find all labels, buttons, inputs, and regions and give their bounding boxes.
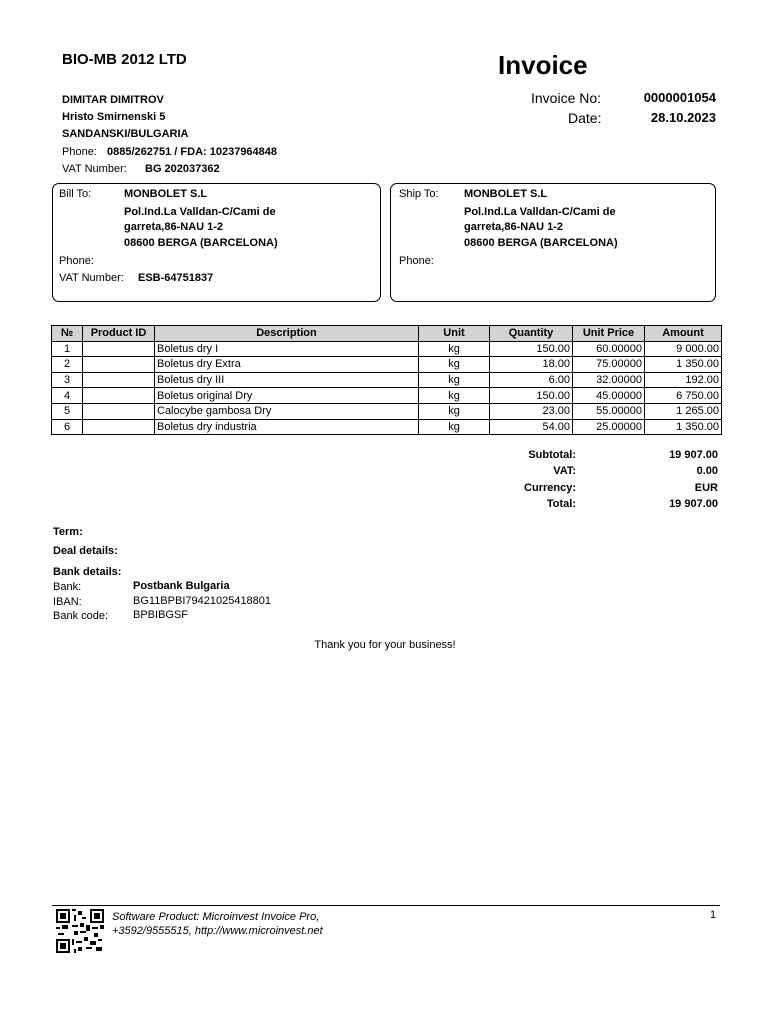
footer-divider <box>52 905 720 906</box>
cell-quantity: 18.00 <box>490 357 573 373</box>
ship-to-address-3: 08600 BERGA (BARCELONA) <box>464 237 618 249</box>
cell-amount: 1 265.00 <box>645 403 722 419</box>
col-header-unit-price: Unit Price <box>573 326 645 342</box>
col-header-quantity: Quantity <box>490 326 573 342</box>
cell-number: 5 <box>52 403 83 419</box>
cell-description: Calocybe gambosa Dry <box>155 403 419 419</box>
footer-software-line: Software Product: Microinvest Invoice Pro, <box>112 911 320 923</box>
cell-quantity: 150.00 <box>490 341 573 357</box>
seller-phone-label: Phone: <box>62 146 97 158</box>
bank-code-value: BPBIBGSF <box>133 609 189 621</box>
cell-quantity: 150.00 <box>490 388 573 404</box>
cell-unit: kg <box>419 388 490 404</box>
cell-product-id <box>83 388 155 404</box>
cell-number: 6 <box>52 419 83 435</box>
cell-unit: kg <box>419 403 490 419</box>
bank-label: Bank: <box>53 581 82 593</box>
cell-description: Boletus original Dry <box>155 388 419 404</box>
col-header-number: № <box>52 326 83 342</box>
invoice-no-label: Invoice No: <box>531 90 602 106</box>
bill-to-label: Bill To: <box>59 188 92 200</box>
seller-vat-value: BG 202037362 <box>145 163 220 175</box>
cell-product-id <box>83 372 155 388</box>
col-header-amount: Amount <box>645 326 722 342</box>
iban-label: IBAN: <box>53 596 82 608</box>
invoice-title: Invoice <box>498 50 588 80</box>
bill-to-address-2: garreta,86-NAU 1-2 <box>124 221 224 233</box>
cell-unit-price: 55.00000 <box>573 403 645 419</box>
seller-vat-label: VAT Number: <box>62 163 127 175</box>
cell-amount: 1 350.00 <box>645 357 722 373</box>
cell-unit-price: 75.00000 <box>573 357 645 373</box>
page-number: 1 <box>710 909 717 921</box>
cell-number: 4 <box>52 388 83 404</box>
cell-amount: 1 350.00 <box>645 419 722 435</box>
ship-to-address-1: Pol.Ind.La Valldan-C/Cami de <box>464 206 616 218</box>
term-label: Term: <box>53 526 83 538</box>
cell-unit-price: 25.00000 <box>573 419 645 435</box>
bill-to-name: MONBOLET S.L <box>124 188 208 200</box>
ship-to-phone-label: Phone: <box>399 255 434 267</box>
col-header-unit: Unit <box>419 326 490 342</box>
seller-phone-value: 0885/262751 / FDA: 10237964848 <box>107 146 278 158</box>
cell-quantity: 54.00 <box>490 419 573 435</box>
col-header-product-id: Product ID <box>83 326 155 342</box>
ship-to-label: Ship To: <box>399 188 439 200</box>
cell-product-id <box>83 357 155 373</box>
cell-description: Boletus dry I <box>155 341 419 357</box>
seller-name: DIMITAR DIMITROV <box>62 94 164 106</box>
cell-quantity: 6.00 <box>490 372 573 388</box>
cell-amount: 192.00 <box>645 372 722 388</box>
bank-code-label: Bank code: <box>53 610 109 622</box>
col-header-description: Description <box>155 326 419 342</box>
cell-unit: kg <box>419 372 490 388</box>
cell-quantity: 23.00 <box>490 403 573 419</box>
seller-company: BIO-MB 2012 LTD <box>62 51 187 68</box>
total-label: Total: <box>546 498 576 510</box>
cell-description: Boletus dry III <box>155 372 419 388</box>
cell-unit: kg <box>419 419 490 435</box>
bill-to-address-1: Pol.Ind.La Valldan-C/Cami de <box>124 206 276 218</box>
subtotal-label: Subtotal: <box>528 449 576 461</box>
bill-to-address-3: 08600 BERGA (BARCELONA) <box>124 237 278 249</box>
ship-to-name: MONBOLET S.L <box>464 188 548 200</box>
items-table <box>51 325 722 435</box>
table-row <box>52 357 722 373</box>
cell-number: 2 <box>52 357 83 373</box>
invoice-no-value: 0000001054 <box>643 90 716 105</box>
invoice-date-value: 28.10.2023 <box>650 110 716 125</box>
cell-amount: 6 750.00 <box>645 388 722 404</box>
thank-you-note: Thank you for your business! <box>314 639 456 651</box>
seller-street: Hristo Smirnenski 5 <box>62 111 166 123</box>
vat-label: VAT: <box>553 465 576 477</box>
cell-unit: kg <box>419 357 490 373</box>
cell-unit-price: 45.00000 <box>573 388 645 404</box>
cell-number: 1 <box>52 341 83 357</box>
cell-number: 3 <box>52 372 83 388</box>
footer-contact-line: +3592/9555515, http://www.microinvest.net <box>112 925 323 937</box>
subtotal-value: 19 907.00 <box>669 449 718 461</box>
cell-description: Boletus dry Extra <box>155 357 419 373</box>
deal-details-label: Deal details: <box>53 545 118 557</box>
cell-amount: 9 000.00 <box>645 341 722 357</box>
vat-value: 0.00 <box>696 465 718 477</box>
currency-value: EUR <box>694 482 718 494</box>
table-row <box>52 341 722 357</box>
bill-to-vat-label: VAT Number: <box>59 272 124 284</box>
cell-unit-price: 60.00000 <box>573 341 645 357</box>
bank-value: Postbank Bulgaria <box>133 580 230 592</box>
table-row <box>52 388 722 404</box>
table-row <box>52 403 722 419</box>
table-row <box>52 372 722 388</box>
ship-to-address-2: garreta,86-NAU 1-2 <box>464 221 564 233</box>
table-row <box>52 419 722 435</box>
table-header-row <box>52 326 722 342</box>
seller-city: SANDANSKI/BULGARIA <box>62 128 189 140</box>
total-value: 19 907.00 <box>669 498 718 510</box>
cell-unit-price: 32.00000 <box>573 372 645 388</box>
invoice-date-label: Date: <box>568 110 602 126</box>
cell-unit: kg <box>419 341 490 357</box>
qr-code-icon <box>56 909 104 953</box>
currency-label: Currency: <box>524 482 576 494</box>
bank-details-label: Bank details: <box>53 566 122 578</box>
iban-value: BG11BPBI79421025418801 <box>133 595 272 607</box>
bill-to-vat-value: ESB-64751837 <box>138 272 214 284</box>
cell-product-id <box>83 403 155 419</box>
bill-to-phone-label: Phone: <box>59 255 94 267</box>
cell-description: Boletus dry industria <box>155 419 419 435</box>
cell-product-id <box>83 341 155 357</box>
cell-product-id <box>83 419 155 435</box>
